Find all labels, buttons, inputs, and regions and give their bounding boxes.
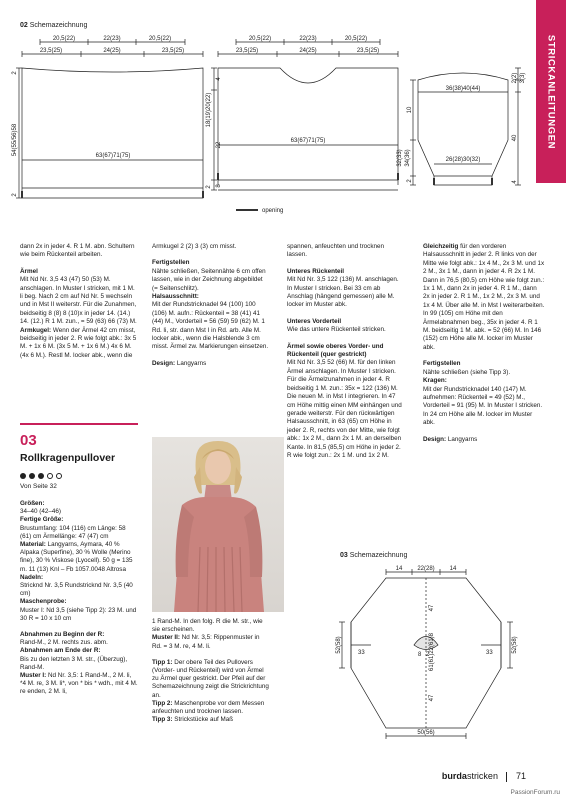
section-tab-label: STRICKANLEITUNGEN <box>545 34 557 149</box>
col3-top-p2: Unteres Vorderteil Wie das untere Rückenteil stricken. <box>287 317 386 334</box>
legend-opening: opening <box>262 208 284 214</box>
col2-top-p1: Fertigstellen Nähte schließen, Seitennähte 6 cm offen lassen, wie in der Zeichnung abgebildet (= Seitenschlitz). <box>152 259 266 292</box>
col4-top-p2: Kragen: Mit der Rundstricknadel 140 (147) M. aufnehmen: Rückenteil = 49 (52) M., Vorderteil = 91 (95) M. In Muster I stricken. In 24 cm Höhe alle M. locker im Muster abk. <box>423 377 543 427</box>
sleeve-mid-b: 34(36) <box>405 149 411 167</box>
bs-v-c: 47 <box>429 694 435 702</box>
pattern03-number: 03 <box>20 432 37 449</box>
back-top-b3: 23,5(25) <box>161 48 185 54</box>
model-photo <box>152 437 284 612</box>
col3-top-p1: Unteres Rückenteil Mit Nd Nr. 3,5 122 (136) M. anschlagen. In Muster I stricken. Bei 33 cm ab Anschlag (hängend gemessen) alle M. locker im Muster abk. <box>287 267 399 309</box>
sleeve-r-a: 10 <box>407 106 413 114</box>
front-neck-a: 4 <box>216 77 222 81</box>
front-slit-a: 8 <box>216 184 222 188</box>
material: Material: Langyarns, Aymara, 40 % Alpaka (Superfine), 30 % Wolle (Merino fine), 30 % Viskose (Lyocell). 50 g = 135 m. 11 (13) Knl – Fb 1057.0048 Altrosa <box>20 541 133 573</box>
footer-brand: stricken <box>466 771 498 782</box>
dot-filled-3 <box>38 473 44 479</box>
bs-top-1: 14 <box>395 566 403 572</box>
decrease-end: Abnahmen am Ende der R: Bis zu den letzten 3 M. str., (Überzug), Rand-M. <box>20 647 128 671</box>
needles: Nadeln: Stricknd Nr. 3,5 Rundstricknd Nr. 3,5 (40 cm) <box>20 573 133 598</box>
bs-right-b: 33 <box>486 650 493 656</box>
section-tab <box>536 0 566 183</box>
gauge: Maschenprobe: Muster I: Nd 3,5 (siehe Tipp 2): 23 M. und 30 R = 10 x 10 cm <box>20 598 137 622</box>
col1-top-p1: Ärmel Mit Nd Nr. 3,5 43 (47) 50 (53) M. anschlagen. In Muster I stricken, mit 1 M. li beg. Nach 2 cm auf Nd Nr. 5 wechseln und in Mst II weiterstr. Für die Zunahmen, beidseitig 8 (8) 8 (10)x in jeder 14. (14.) 14. (12.) R 1 M. zun., = 59 (63) 66 (73) M. <box>20 267 137 326</box>
dot-empty-4 <box>47 473 53 479</box>
sleeve-r-c: 3(3) <box>520 72 526 84</box>
finished-size: Fertige Größe: Brustumfang: 104 (116) cm Länge: 58 (61) cm Ärmellänge: 47 (47) cm <box>20 516 126 540</box>
bs-neck-a: 8 <box>418 652 422 658</box>
dot-empty-5 <box>56 473 62 479</box>
bs-top-3: 14 <box>449 566 457 572</box>
back-top-a2: 22(23) <box>103 36 121 42</box>
sleeve-mid-a: 32(33) <box>397 149 403 167</box>
front-neck-b: 18(19)20(22) <box>206 92 212 128</box>
front-piece <box>211 39 398 190</box>
pattern-1: Muster I: Nd Nr. 3,5: 1 Rand-M., 2 M. li, *4 M. re, 3 M. li*, von * bis * wdh., mit 4 M. re enden, 2 M. li, <box>20 672 138 696</box>
back-width: 63(67)71(75) <box>95 153 131 159</box>
back-top-b2: 24(25) <box>103 48 121 54</box>
col2-bottom <box>152 618 270 724</box>
schema-top-title <box>20 22 87 29</box>
bs-bottom: 50(56) <box>417 730 435 736</box>
back-hem: 2 <box>12 71 18 75</box>
tip-2: Tipp 2: Maschenprobe vor dem Messen anfeuchten und trocknen lassen. <box>152 699 265 716</box>
col3-top-p0: spannen, anfeuchten und trocknen lassen. <box>287 243 384 259</box>
schema-bottom-drawing <box>336 560 526 742</box>
sleeve-len: 40 <box>512 134 518 142</box>
col4-top-p1: Fertigstellen Nähte schließen (siehe Tipp 3). <box>423 360 511 376</box>
dot-filled-2 <box>29 473 35 479</box>
bs-left-a: 52(58) <box>336 636 342 654</box>
page-number: 71 <box>515 771 526 782</box>
pattern03-rule <box>20 423 138 425</box>
sleeve-r-b: 2(2) <box>512 72 518 84</box>
col2-top-p0: Armkugel 2 (2) 3 (3) cm misst. <box>152 243 237 250</box>
schema-top-label: Schemazeichnung <box>29 22 88 29</box>
front-mid: 22 <box>216 141 222 149</box>
back-height: 54(55/56)58 <box>12 123 18 157</box>
page-footer <box>442 771 526 782</box>
von-seite: Von Seite 32 <box>20 483 57 490</box>
sizes: Größen: 34–40 (42–46) <box>20 500 61 516</box>
col3-top <box>287 243 405 468</box>
watermark: PassionForum.ru <box>510 789 560 796</box>
bs-right-a: 52(58) <box>512 636 518 654</box>
col1-top-p2: Armkugel: Wenn der Ärmel 42 cm misst, beidseitig in jeder 2. R wie folgt abk.: 3x 5 M. + 1x 6 M. (3x 5 M. + 1x 6 M.) 4x 6 M. (4x 6 M.). Restl M. locker abk., wenn die <box>20 326 137 359</box>
bs-v-b: 61(61)22(61)8 <box>429 632 435 672</box>
back-piece <box>16 39 203 198</box>
footer-brand-bold: burda <box>441 771 467 782</box>
sleeve-top: 36(38)40(44) <box>445 86 481 92</box>
sleeve-b-b: 4 <box>512 180 518 184</box>
front-top-a2: 22(23) <box>299 36 317 42</box>
schema-bottom-number: 03 <box>340 552 348 559</box>
back-top-b1: 23,5(25) <box>39 48 63 54</box>
col1-bottom <box>20 500 138 697</box>
tip-1: Tipp 1: Der obere Teil des Pullovers (Vorder- und Rückenteil) wird von Ärmel zu Ärmel quer gestrickt. Der Pfeil auf der Schemazeichnung zeigt die Strickrichtung an. <box>152 658 269 699</box>
sleeve-bottom: 26(28)30(32) <box>445 157 481 163</box>
front-width: 63(67)71(75) <box>290 138 326 144</box>
back-hem-bottom: 2 <box>12 193 18 197</box>
schema-bottom-label: Schemazeichnung <box>349 552 408 559</box>
col2-top <box>152 243 270 376</box>
front-top-b1: 23,5(25) <box>235 48 259 54</box>
bs-v-a: 47 <box>429 604 435 612</box>
decrease-begin: Abnahmen zu Beginn der R: Rand-M., 2 M. rechts zus. abm. <box>20 631 108 647</box>
front-top-b2: 24(25) <box>299 48 317 54</box>
col1-top <box>20 243 138 368</box>
bs-neck-b: 2 <box>426 652 430 658</box>
dot-filled-1 <box>20 473 26 479</box>
bs-top-2: 22(28) <box>417 566 435 572</box>
footer-divider <box>506 772 507 782</box>
pattern03-name: Rollkragenpullover <box>20 452 116 464</box>
tip-3: Tipp 3: Strickstücke auf Maß <box>152 716 234 724</box>
back-top-a1: 20,5(22) <box>52 36 76 42</box>
col2-top-p3: Design: Langyarns <box>152 359 207 367</box>
col2b-p0: 1 Rand-M. In den folg. R die M. str., wie sie erscheinen. <box>152 618 263 634</box>
col1-top-p0: dann 2x in jeder 4. R 1 M. abn. Schultern wie beim Rückenteil arbeiten. <box>20 243 135 259</box>
col4-top <box>423 243 545 452</box>
pattern-2: Muster II: Nd Nr. 3,5: Rippenmuster in Rd. = 3 M. re, 4 M. li. <box>152 634 260 650</box>
col2-top-p2: Halsausschnitt: Mit der Rundstricknadel 94 (100) 100 (106) M. aufn.: Rückenteil = 38 (41) 41 (44) M., Vorderteil = 56 (59) 59 (62) M. 1 Rd. li, str. dann Mst I in Rd. arb. Alle M. locker abk., wenn die Halsblende 3 cm misst. Ärmel zw. Markierungen einsetzen. <box>152 293 269 351</box>
schema-bottom-title <box>340 552 407 559</box>
schema-top-drawing <box>12 30 530 225</box>
col4-top-p3: Design: Langyarns <box>423 435 478 443</box>
front-top-b3: 23,5(25) <box>356 48 380 54</box>
sleeve-b-a: 2 <box>407 179 413 183</box>
bs-left-b: 33 <box>358 650 365 656</box>
front-slit-b: 2 <box>206 185 212 189</box>
schema-top-number: 02 <box>20 22 28 29</box>
col3-top-p3: Ärmel sowie oberes Vorder- und Rückenteil (quer gestrickt) Mit Nd Nr. 3,5 52 (66) M. für den linken Ärmel anschlagen. In Muster I stricken. Für die Ärmelzunahmen in jeder 4. R beidseitig 1 M. zun.: 35x = 122 (136) M. Die neuen M. in Mst I integrieren. In 47 cm Höhe mittig einen MM einhängen und gerade weiterstr. Für den rückwärtigen Halsausschnitt, in 63 (65) cm Höhe in jeder 2. R, rechts von der Mitte, wie folgt abk.: 1x 2 M., dann 2x 1 M. an derselben Kante. In 81,5 (85,5) cm Höhe in jeder 2. R wie folgt zun.: 2x 1 M. und 1x 2 M. <box>287 342 402 459</box>
col4-top-p0: Gleichzeitig für den vorderen Halsausschnitt in jeder 2. R links von der Mitte wie folgt abk.: 1x 4 M., 2x 3 M. und 1x 2 M., 3x 1 M., dann in jeder 4. R 2x 1 M. Dann in 76,5 (80,5) cm Höhe wie folgt zun.: 1x 1 M., dann 2x in jeder 4. R 1 M., dann 2x in jeder 2. R 1 M., 1x 2 M., 2x 3 M. und 1x 4 M. Über alle M. in Mst I weiterarbeiten. In 99 (105) cm Höhe mit den Ärmelabnahmen beg., 35x in jeder 4. R 1 M. beidseitig 1 M. abk. = 52 (66) M. In 146 (152) cm Höhe alle M. locker im Muster abk. <box>423 243 545 351</box>
back-top-a3: 20,5(22) <box>148 36 172 42</box>
front-top-a1: 20,5(22) <box>248 36 272 42</box>
front-top-a3: 20,5(22) <box>344 36 368 42</box>
